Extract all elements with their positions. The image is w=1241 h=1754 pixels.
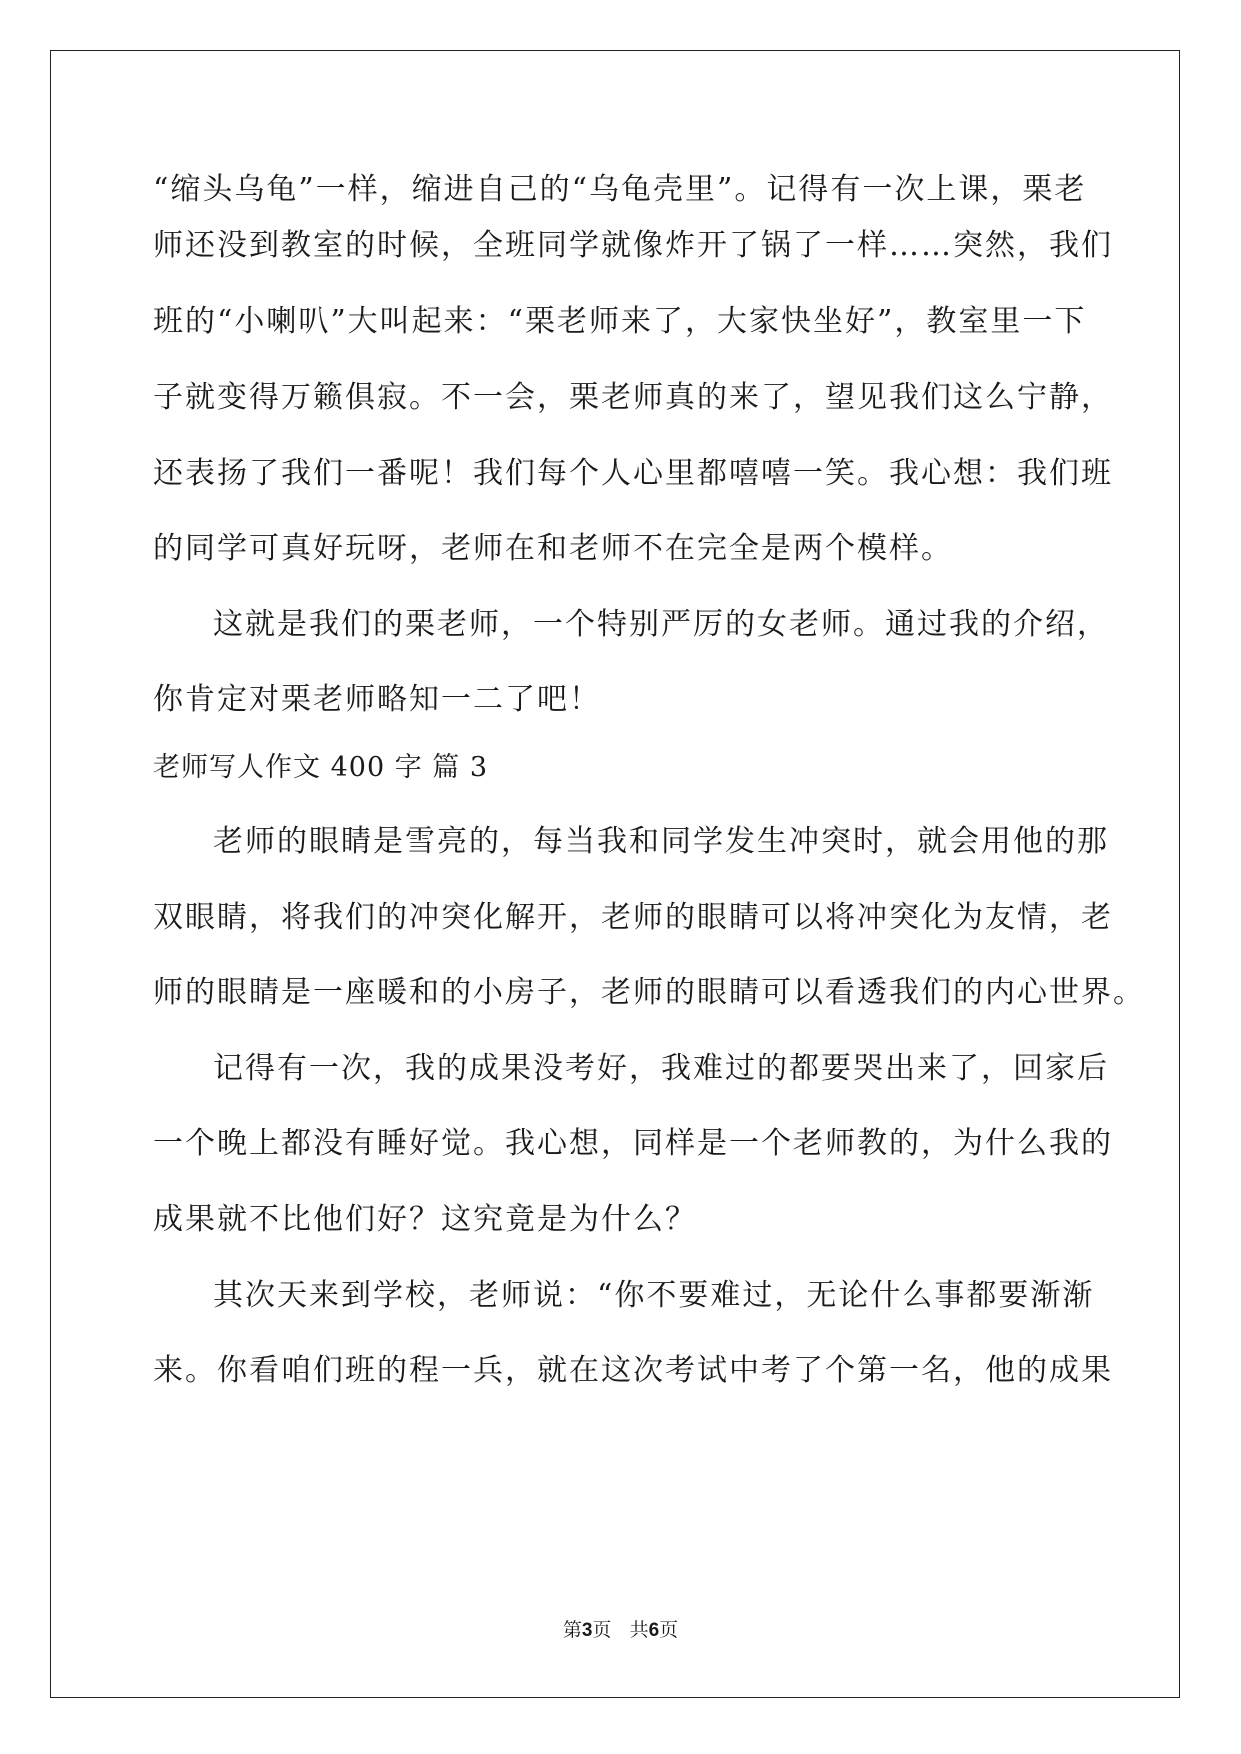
paragraph-line: 师的眼睛是一座暖和的小房子，老师的眼睛可以看透我们的内心世界。 <box>153 975 1145 1010</box>
paragraph-line: 师还没到教室的时候，全班同学就像炸开了锅了一样……突然，我们 <box>153 228 1113 263</box>
page-number: 3 <box>581 1620 593 1641</box>
paragraph-line: 其次天来到学校，老师说：“你不要难过，无论什么事都要渐渐 <box>213 1278 1095 1313</box>
total-prefix: 共 <box>629 1619 649 1641</box>
page-prefix: 第 <box>562 1619 582 1641</box>
paragraph-line: 你肯定对栗老师略知一二了吧！ <box>153 682 601 717</box>
total-pages: 6 <box>648 1620 660 1641</box>
paragraph-line: 双眼睛，将我们的冲突化解开，老师的眼睛可以将冲突化为友情，老 <box>153 900 1113 935</box>
paragraph-line: 的同学可真好玩呀，老师在和老师不在完全是两个模样。 <box>153 531 953 566</box>
paragraph-line: 老师的眼睛是雪亮的，每当我和同学发生冲突时，就会用他的那 <box>213 824 1109 859</box>
paragraph-line: 这就是我们的栗老师，一个特别严厉的女老师。通过我的介绍， <box>213 607 1109 642</box>
paragraph-line: 班的“小喇叭”大叫起来：“栗老师来了，大家快坐好”，教室里一下 <box>153 304 1087 339</box>
paragraph-line: “缩头乌龟”一样，缩进自己的“乌龟壳里”。记得有一次上课，栗老 <box>153 172 1087 207</box>
paragraph-line: 来。你看咱们班的程一兵，就在这次考试中考了个第一名，他的成果 <box>153 1353 1113 1388</box>
total-suffix: 页 <box>659 1619 679 1641</box>
page-border <box>50 50 1180 1698</box>
paragraph-line: 子就变得万籁俱寂。不一会，栗老师真的来了，望见我们这么宁静， <box>153 380 1113 415</box>
paragraph-line: 还表扬了我们一番呢！我们每个人心里都嘻嘻一笑。我心想：我们班 <box>153 456 1113 491</box>
page-suffix: 页 <box>592 1619 612 1641</box>
section-heading: 老师写人作文 400 字 篇 3 <box>153 752 489 783</box>
paragraph-line: 成果就不比他们好？这究竟是为什么？ <box>153 1202 697 1237</box>
paragraph-line: 记得有一次，我的成果没考好，我难过的都要哭出来了，回家后 <box>213 1051 1109 1086</box>
page-footer <box>0 1618 1241 1643</box>
paragraph-line: 一个晚上都没有睡好觉。我心想，同样是一个老师教的，为什么我的 <box>153 1126 1113 1161</box>
